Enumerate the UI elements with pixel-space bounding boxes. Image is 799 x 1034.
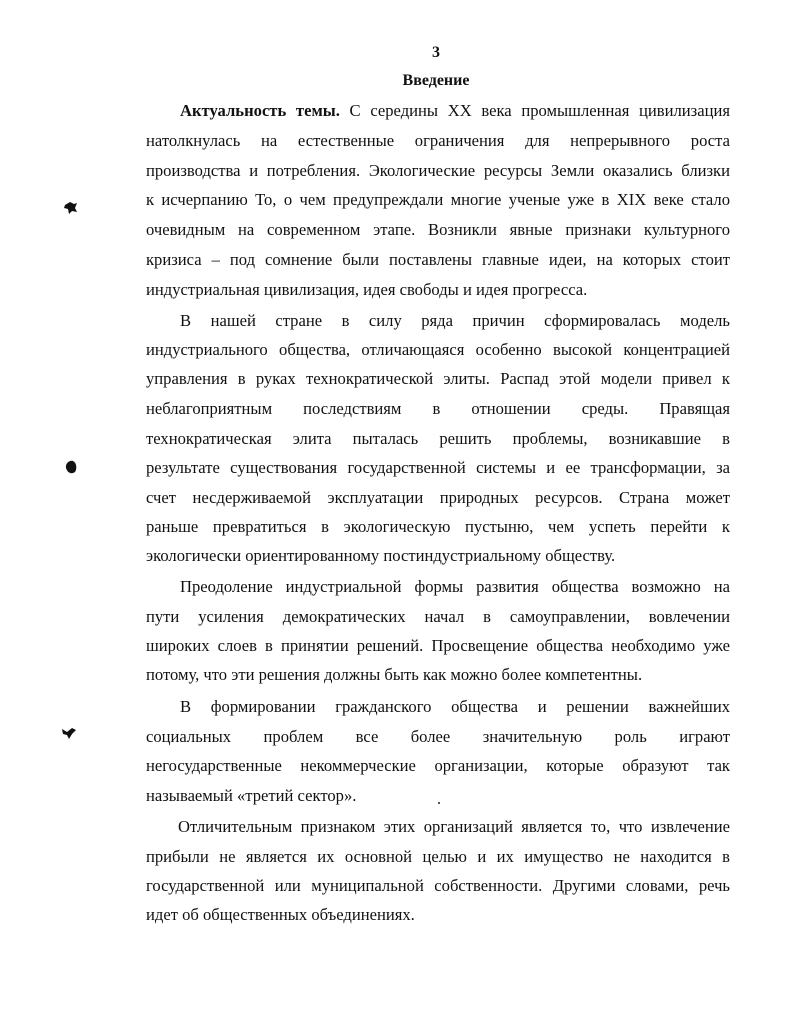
paragraph-5-line-2: прибыли не является их основной целью и их имущество не находится в	[146, 847, 730, 866]
paragraph-2-line-1: В нашей стране в силу ряда причин сформировалась модель	[180, 311, 730, 330]
paragraph-2-line-6: результате существования государственной системы и ее трансформации, за	[146, 458, 730, 477]
paragraph-1-line-2: натолкнулась на естественные ограничения для непрерывного роста	[146, 131, 730, 150]
paragraph-2-line-9: экологически ориентированному постиндустриальному обществу.	[146, 546, 616, 565]
section-heading: Введение	[402, 72, 470, 89]
paragraph-2-line-8: раньше превратиться в экологическую пустыню, чем успеть перейти к	[146, 517, 730, 536]
paragraph-4-line-2: социальных проблем все более значительную роль играют	[146, 727, 730, 746]
paragraph-5-line-1: Отличительным признаком этих организаций является то, что извлечение	[178, 817, 730, 836]
paragraph-3-line-4: потому, что эти решения должны быть как можно более компетентны.	[146, 665, 643, 684]
paragraph-3-line-2: пути усиления демократических начал в самоуправлении, вовлечении	[146, 607, 730, 626]
margin-blot-2	[63, 458, 79, 476]
paragraph-2-line-3: управления в руках технократической элиты. Распад этой модели привел к	[146, 369, 730, 388]
page-number: 3	[432, 44, 440, 61]
paragraph-2-line-4: неблагоприятным последствиям в отношении среды. Правящая	[146, 399, 730, 418]
text-line: С середины XX века промышленная цивилизация	[339, 101, 730, 120]
paragraph-1-line-7: индустриальная цивилизация, идея свободы и идея прогресса.	[146, 280, 588, 299]
scan-speck	[438, 802, 440, 804]
paragraph-4-line-3: негосударственные некоммерческие организации, которые образуют так	[146, 756, 730, 775]
paragraph-1-line-4: к исчерпанию То, о чем предупреждали многие ученые уже в XIX веке стало	[146, 190, 730, 209]
paragraph-4-line-4: называемый «третий сектор».	[146, 786, 357, 805]
paragraph-5-line-3: государственной или муниципальной собственности. Другими словами, речь	[146, 876, 730, 895]
paragraph-2-line-7: счет несдерживаемой эксплуатации природных ресурсов. Страна может	[146, 488, 730, 507]
margin-blot-3	[60, 725, 78, 741]
lead-term: Актуальность темы.	[180, 101, 340, 120]
paragraph-1-line-6: кризиса – под сомнение были поставлены главные идеи, на которых стоит	[146, 250, 730, 269]
paragraph-2-line-2: индустриального общества, отличающаяся особенно высокой концентрацией	[146, 340, 730, 359]
paragraph-1-line-5: очевидным на современном этапе. Возникли явные признаки культурного	[146, 220, 730, 239]
paragraph-4-line-1: В формировании гражданского общества и решении важнейших	[180, 697, 730, 716]
paragraph-1-line-3: производства и потребления. Экологические ресурсы Земли оказались близки	[146, 161, 730, 180]
paragraph-3-line-3: широких слоев в принятии решений. Просвещение общества необходимо уже	[146, 636, 730, 655]
paragraph-3-line-1: Преодоление индустриальной формы развития общества возможно на	[180, 577, 730, 596]
paragraph-1-line-1	[180, 101, 730, 121]
paragraph-5-line-4: идет об общественных объединениях.	[146, 905, 415, 924]
margin-blot-1	[62, 199, 80, 217]
paragraph-2-line-5: технократическая элита пыталась решить проблемы, возникавшие в	[146, 429, 730, 448]
